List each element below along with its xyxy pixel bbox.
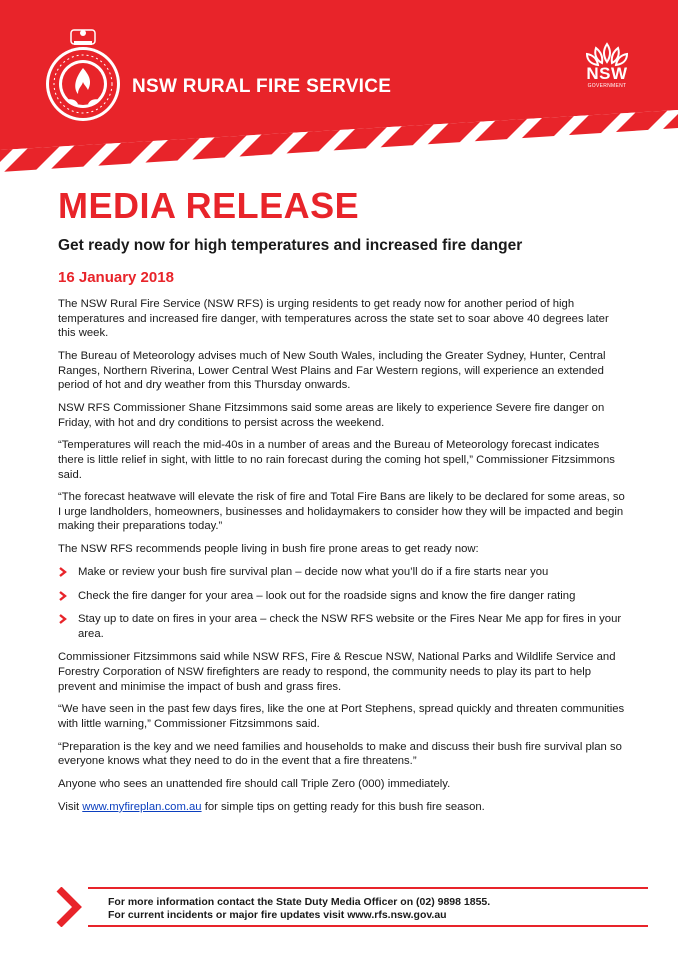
footer-line-2: For current incidents or major fire updates visit www.rfs.nsw.gov.au: [108, 909, 447, 921]
list-item: [58, 589, 628, 604]
chevron-right-icon: [58, 614, 68, 624]
footer-bottom-rule: [88, 925, 648, 927]
visit-prefix: Visit: [58, 800, 83, 813]
myfireplan-link[interactable]: www.myfireplan.com.au: [82, 800, 202, 813]
org-name: NSW RURAL FIRE SERVICE: [132, 76, 392, 97]
list-item-text: Check the fire danger for your area – look out for the roadside signs and know the fire danger rating: [78, 589, 576, 602]
header-banner: [0, 0, 678, 175]
paragraph: Anyone who sees an unattended fire should call Triple Zero (000) immediately.: [58, 778, 451, 791]
quote-paragraph: “Temperatures will reach the mid-40s in a number of areas and the Bureau of Meteorology forecast indicates there is little relief in sight, with little to no rain forecast during the coming hot spell,” Commissioner Fitzsimmons said.: [58, 439, 615, 481]
footer-contact: [108, 896, 490, 922]
quote-paragraph: “We have seen in the past few days fires, like the one at Port Stephens, spread quickly and threaten communities with little warning,” Commissioner Fitzsimmons said.: [58, 703, 625, 730]
list-item: [58, 565, 628, 580]
recommendation-list: [58, 565, 628, 641]
visit-paragraph: [58, 800, 628, 815]
nsw-logo-government: GOVERNMENT: [587, 83, 627, 89]
nsw-logo-word: NSW: [586, 64, 628, 83]
list-item-text: Make or review your bush fire survival plan – decide now what you’ll do if a fire starts near you: [78, 566, 549, 579]
footer-top-rule: [88, 887, 648, 889]
media-release-body: [58, 186, 628, 823]
chevron-right-icon: [58, 567, 68, 577]
release-headline: Get ready now for high temperatures and increased fire danger: [58, 237, 523, 254]
chevron-right-icon: [58, 591, 68, 601]
list-item: [58, 612, 628, 641]
list-item-text: Stay up to date on fires in your area – check the NSW RFS website or the Fires Near Me app for fires in your area.: [78, 613, 622, 640]
paragraph: The NSW RFS recommends people living in bush fire prone areas to get ready now:: [58, 543, 479, 556]
rfs-crest-logo: [40, 28, 126, 124]
release-title: MEDIA RELEASE: [58, 185, 360, 226]
paragraph: The Bureau of Meteorology advises much of New South Wales, including the Greater Sydney, Hunter, Central Ranges, Northern Riverina, Lower Central West Plains and Far Western regions, will experience an extended period of hot and dry weather from this Thursday onwards.: [58, 349, 606, 392]
visit-suffix: for simple tips on getting ready for this bush fire season.: [201, 800, 485, 813]
paragraph: NSW RFS Commissioner Shane Fitzsimmons said some areas are likely to experience Severe fire danger on Friday, with hot and dry conditions to persist across the weekend.: [58, 401, 605, 429]
release-date: 16 January 2018: [58, 269, 174, 286]
quote-paragraph: “The forecast heatwave will elevate the risk of fire and Total Fire Bans are likely to be declared for some areas, so I urge landholders, homeowners, businesses and holidaymakers to consider how they will be impacted and begin making their preparations today.”: [58, 491, 625, 533]
paragraph: The NSW Rural Fire Service (NSW RFS) is urging residents to get ready now for another period of high temperatures and increased fire danger, with temperatures across the state set to soar above 40 degrees later this week.: [58, 298, 609, 340]
footer-chevron-icon: [56, 887, 82, 927]
paragraph: Commissioner Fitzsimmons said while NSW RFS, Fire & Rescue NSW, National Parks and Wildlife Service and Forestry Corporation of NSW firefighters are ready to respond, the community needs to play its part to help prevent and minimise the impact of bush and grass fires.: [58, 651, 616, 693]
footer-line-1: For more information contact the State Duty Media Officer on (02) 9898 1855.: [108, 896, 491, 908]
quote-paragraph: “Preparation is the key and we need families and households to make and discuss their bush fire survival plan so everyone knows what they need to do in the event that a fire threatens.”: [58, 740, 622, 768]
